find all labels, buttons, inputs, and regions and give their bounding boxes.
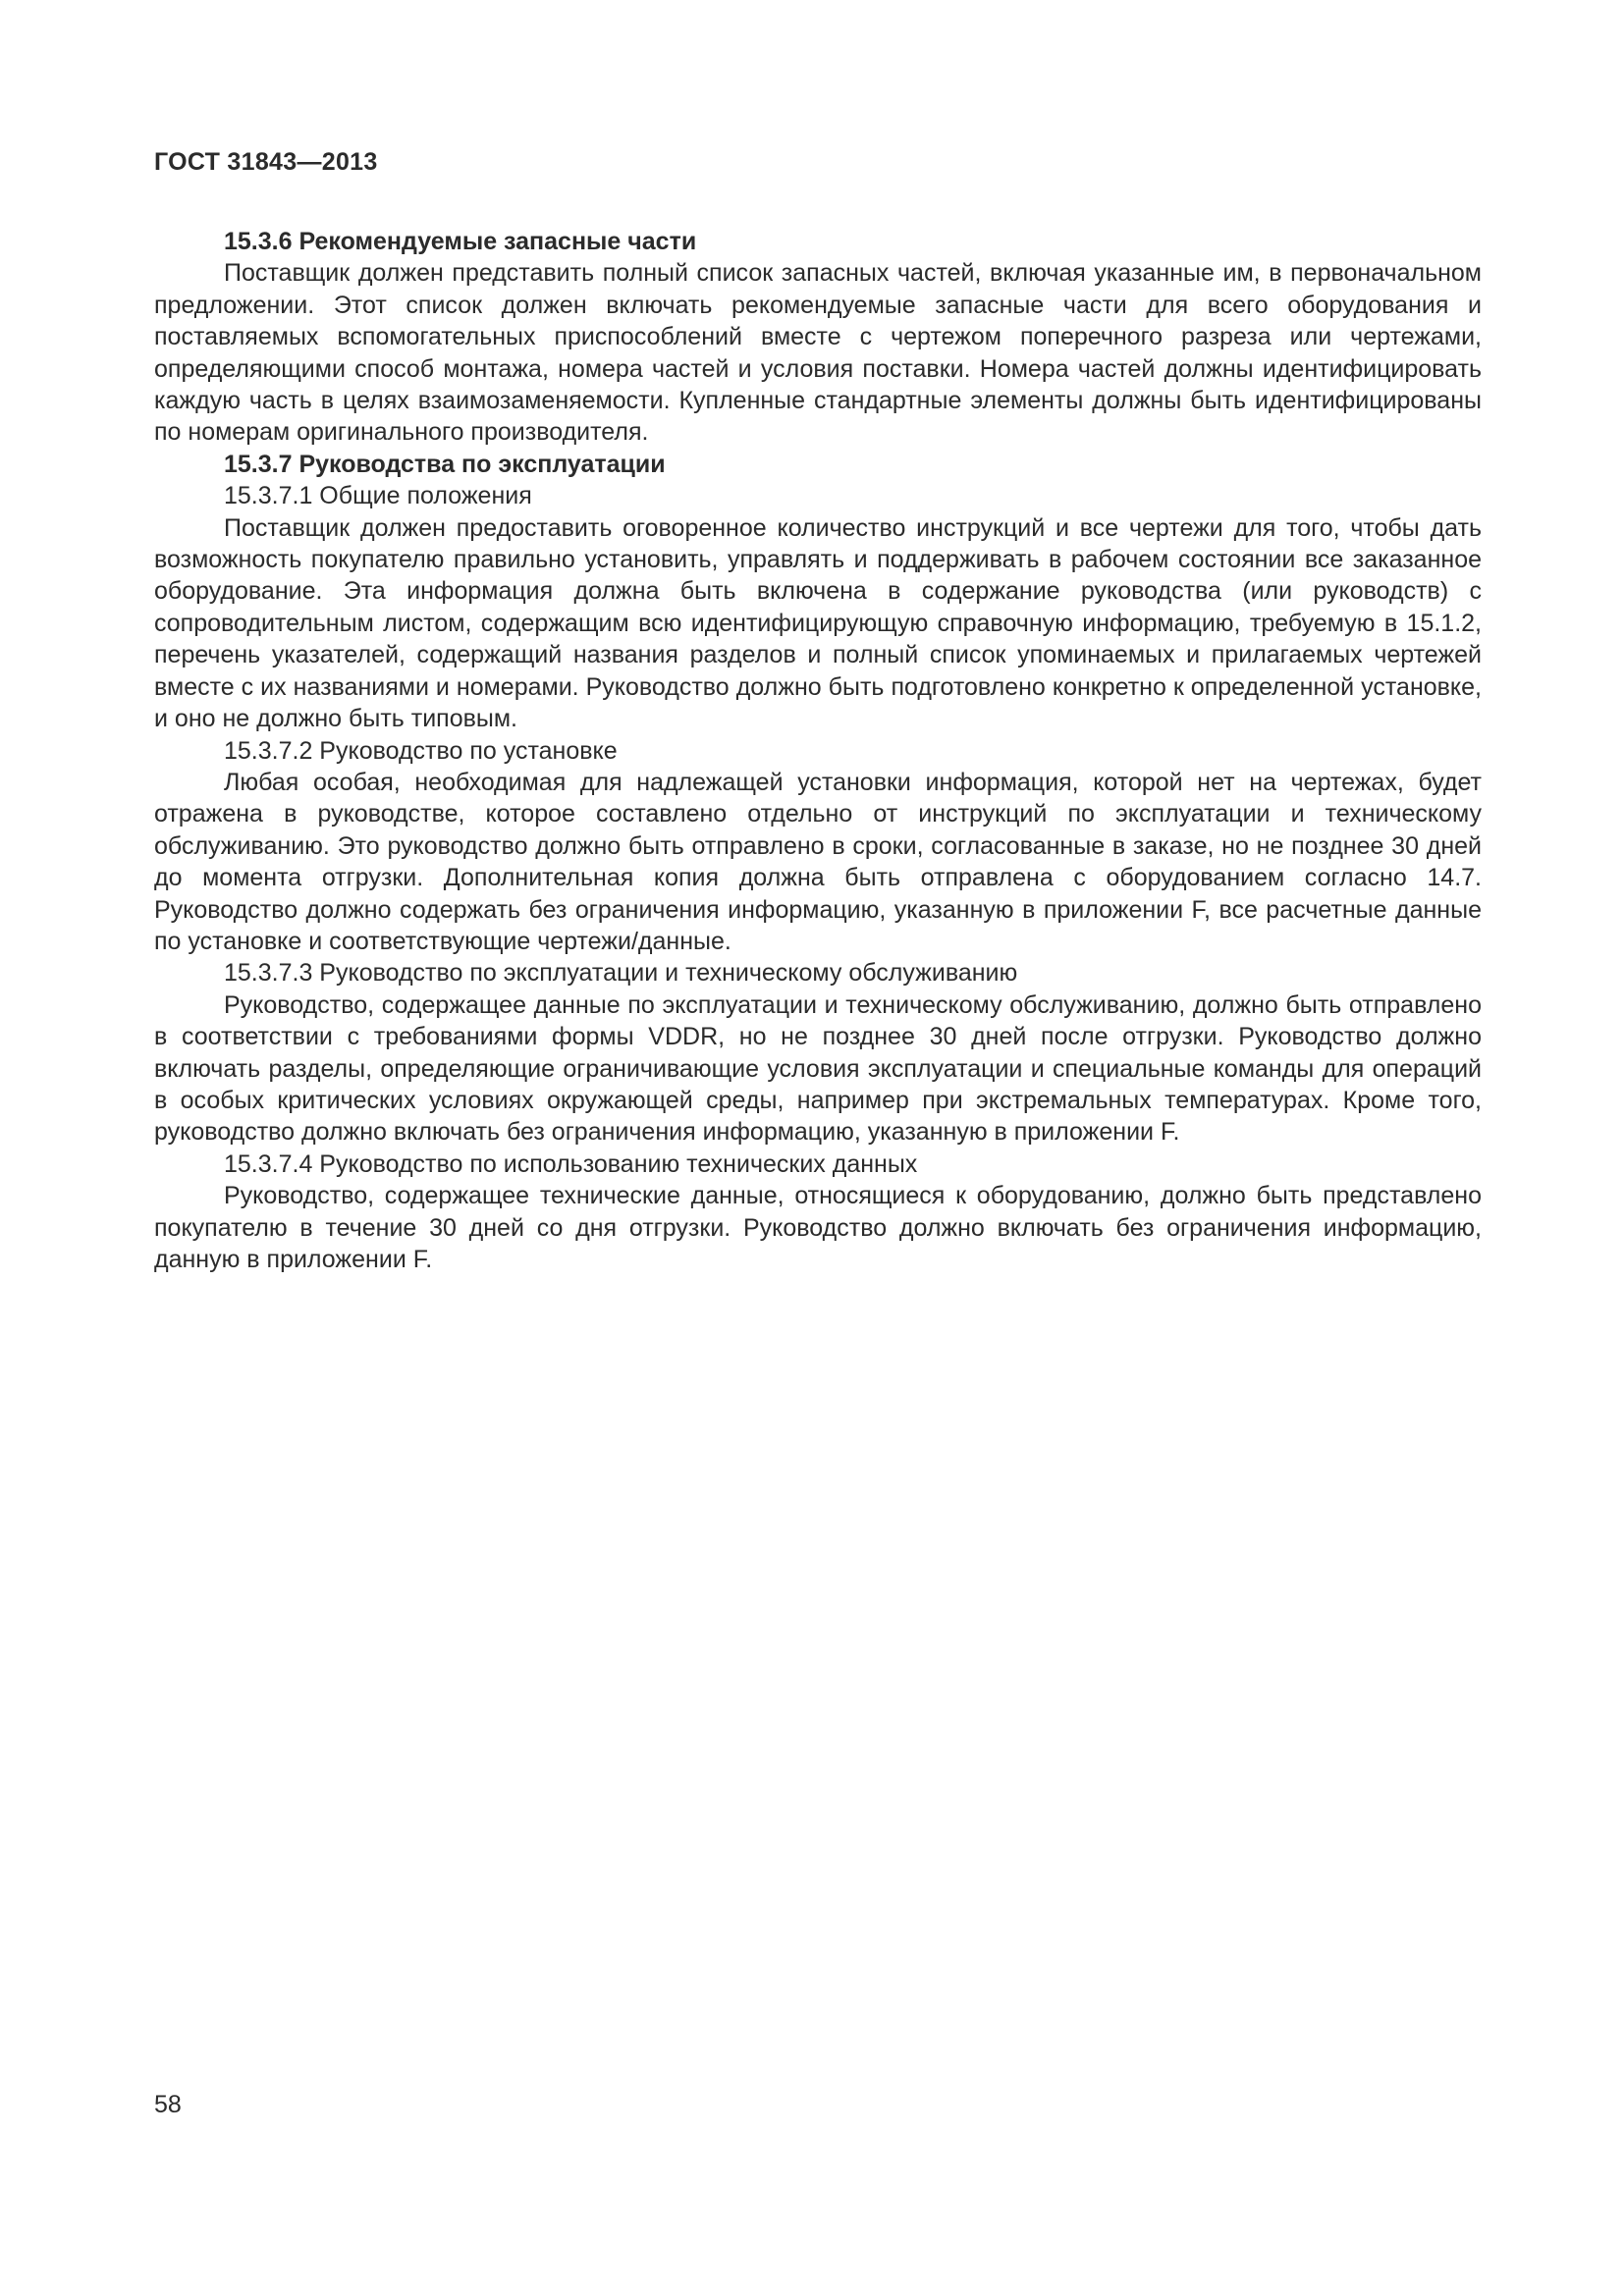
section-heading-15-3-7: 15.3.7 Руководства по эксплуатации: [224, 450, 666, 478]
subsection-heading-15-3-7-2: 15.3.7.2 Руководство по установке: [224, 736, 618, 765]
paragraph-installation-manual: Любая особая, необходимая для надлежащей установки информация, которой нет на чертежах, будет отражена в руководстве, которое составлено отдельно от инструкций по эксплуатации и техническому обслуживанию. Это руководство должно быть отправлено в сроки, согласованные в заказе, но не позднее 30 дней до момента отгрузки. Дополнительная копия должна быть отправлена с оборудованием согласно 14.7. Руководство должно содержать без ограничения информацию, указанную в приложении F, все расчетные данные по установке и соответствующие чертежи/данные.: [154, 768, 1482, 955]
document-body: [154, 226, 1482, 1275]
section-heading-15-3-6: 15.3.6 Рекомендуемые запасные части: [224, 228, 697, 255]
paragraph-general-provisions: Поставщик должен предоставить оговоренное количество инструкций и все чертежи для того, чтобы дать возможность покупателю правильно установить, управлять и поддерживать в рабочем состоянии все заказанное оборудование. Эта информация должна быть включена в содержание руководства (или руководств) с сопроводительным листом, содержащим всю идентифицирующую справочную информацию, требуемую в 15.1.2, перечень указателей, содержащий названия разделов и полный список упоминаемых и прилагаемых чертежей вместе с их названиями и номерами. Руководство должно быть подготовлено конкретно к определенной установке, и оно не должно быть типовым.: [154, 513, 1482, 733]
paragraph-operation-maintenance-manual: Руководство, содержащее данные по эксплуатации и техническому обслуживанию, должно быть отправлено в соответствии с требованиями формы VDDR, но не позднее 30 дней после отгрузки. Руководство должно включать разделы, определяющие ограничивающие условия эксплуатации и специальные команды для операций в особых критических условиях окружающей среды, например при экстремальных температурах. Кроме того, руководство должно включать без ограничения информацию, указанную в приложении F.: [154, 990, 1482, 1147]
subsection-heading-15-3-7-4: 15.3.7.4 Руководство по использованию технических данных: [224, 1149, 918, 1178]
paragraph-spare-parts: Поставщик должен представить полный список запасных частей, включая указанные им, в первоначальном предложении. Этот список должен включать рекомендуемые запасные части для всего оборудования и поставляемых вспомогательных приспособлений вместе с чертежом поперечного разреза или чертежами, определяющими способ монтажа, номера частей и условия поставки. Номера частей должны идентифицировать каждую часть в целях взаимозаменяемости. Купленные стандартные элементы должны быть идентифицированы по номерам оригинального производителя.: [154, 259, 1482, 447]
subsection-heading-15-3-7-3: 15.3.7.3 Руководство по эксплуатации и техническому обслуживанию: [224, 959, 1018, 988]
paragraph-technical-data-manual: Руководство, содержащее технические данные, относящиеся к оборудованию, должно быть представлено покупателю в течение 30 дней со дня отгрузки. Руководство должно включать без ограничения информацию, данную в приложении F.: [154, 1182, 1482, 1273]
subsection-heading-15-3-7-1: 15.3.7.1 Общие положения: [224, 482, 532, 510]
document-id-header: ГОСТ 31843—2013: [154, 148, 378, 176]
page-number: 58: [154, 2091, 182, 2118]
